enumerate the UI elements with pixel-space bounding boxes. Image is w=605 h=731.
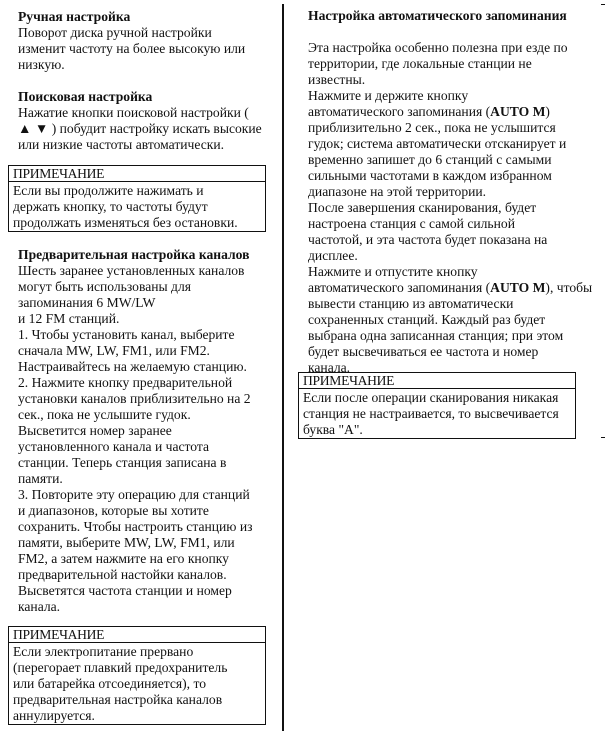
text-span: ), чтобы	[545, 280, 593, 295]
text-line: будет высвечиваться ее частота и номер	[308, 344, 539, 359]
note-body	[9, 643, 265, 724]
text-line: 2. Нажмите кнопку предварительной	[18, 375, 233, 390]
text-line: известны.	[308, 72, 366, 87]
section-title: Ручная настройка	[18, 9, 131, 24]
text-line	[308, 104, 604, 120]
text-line: ▲ ▼ ) побудит настройку искать высокие	[18, 121, 262, 136]
text-line: памяти.	[18, 471, 63, 486]
text-line	[308, 280, 604, 296]
auto-m-label: AUTO M	[490, 104, 546, 119]
text-line: сек., пока не услышите гудок.	[18, 407, 191, 422]
margin-mark	[601, 4, 605, 5]
text-line: установки каналов приблизительно на 2	[18, 391, 251, 406]
text-span: автоматического запоминания (	[308, 104, 491, 119]
section-title: Поисковая настройка	[18, 89, 153, 104]
note-box	[8, 626, 266, 725]
note-header: ПРИМЕЧАНИЕ	[9, 627, 265, 643]
text-line: буква "А".	[303, 422, 363, 437]
text-line: Если электропитание прервано	[13, 644, 194, 659]
note-box	[8, 165, 266, 232]
text-line: настроена станция с самой сильной	[308, 216, 515, 231]
text-span: автоматического запоминания (	[308, 280, 491, 295]
text-line: и диапазонов, которые вы хотите	[18, 503, 209, 518]
section-title: Предварительная настройка каналов	[18, 247, 250, 262]
text-line: вывести станцию из автоматически	[308, 296, 514, 311]
text-line: сохранить. Чтобы настроить станцию из	[18, 519, 253, 534]
note-header: ПРИМЕЧАНИЕ	[9, 166, 265, 182]
note-box	[298, 372, 576, 439]
text-line: Если вы продолжите нажимать и	[13, 183, 204, 198]
margin-mark	[601, 437, 605, 438]
text-line: Если после операции сканирования никакая	[303, 390, 559, 405]
text-line: выбрана одна записанная станция; при этом	[308, 328, 564, 343]
text-line: станции. Теперь станция записана в	[18, 455, 227, 470]
text-line: Поворот диска ручной настройки	[18, 25, 212, 40]
text-line: канала.	[18, 599, 61, 614]
text-line: низкую.	[18, 57, 65, 72]
text-line: диапазоне на этой территории.	[308, 184, 487, 199]
section-auto-memory	[308, 8, 604, 376]
text-line: частотой, и эта частота будет показана на	[308, 232, 548, 247]
text-line: 1. Чтобы установить канал, выберите	[18, 327, 235, 342]
column-divider	[282, 4, 284, 731]
text-line: аннулируется.	[13, 708, 95, 723]
text-line: памяти, выберите MW, LW, FM1, или	[18, 535, 235, 550]
text-line: Шесть заранее установленных каналов	[18, 263, 245, 278]
text-line: или батарейка отсоединяется), то	[13, 676, 207, 691]
text-line: После завершения сканирования, будет	[308, 200, 537, 215]
text-line: станция не настраивается, то высвечивается	[303, 406, 559, 421]
text-line: могут быть использованы для	[18, 279, 192, 294]
auto-m-label: AUTO M	[490, 280, 546, 295]
text-line: канала.	[308, 360, 351, 375]
text-line: приблизительно 2 сек., пока не услышится	[308, 120, 556, 135]
text-line: Нажмите и отпустите кнопку	[308, 264, 478, 279]
text-line: сильными частотами в каждом избранном	[308, 168, 552, 183]
text-line: изменит частоту на более высокую или	[18, 41, 246, 56]
text-line: Нажмите и держите кнопку	[308, 88, 469, 103]
text-line: Высветится номер заранее	[18, 423, 172, 438]
text-line: сначала MW, LW, FM1, или FM2.	[18, 343, 210, 358]
text-line: предварительная настройка каналов	[13, 692, 223, 707]
section-manual-tuning	[18, 9, 278, 73]
note-header: ПРИМЕЧАНИЕ	[299, 373, 575, 389]
text-line: территории, где локальные станции не	[308, 56, 532, 71]
text-line: установленного канала и частота	[18, 439, 210, 454]
section-preset	[18, 247, 280, 615]
text-span: )	[545, 104, 550, 119]
note-body	[299, 389, 575, 438]
text-line: продолжать изменяться без остановки.	[13, 215, 238, 230]
text-line: гудок; система автоматически отсканирует и	[308, 136, 567, 151]
text-line: дисплее.	[308, 248, 358, 263]
text-line: 3. Повторите эту операцию для станций	[18, 487, 250, 502]
text-line: (перегорает плавкий предохранитель	[13, 660, 228, 675]
text-line: FM2, а затем нажмите на его кнопку	[18, 551, 229, 566]
text-line: временно запишет до 6 станций с самыми	[308, 152, 552, 167]
text-line: или низкие частоты автоматически.	[18, 137, 225, 152]
section-seek-tuning	[18, 89, 280, 153]
text-line: сохраненных станций. Каждый раз будет	[308, 312, 546, 327]
text-line: запоминания 6 MW/LW	[18, 295, 156, 310]
note-body	[9, 182, 265, 231]
text-line: Настраивайтесь на желаемую станцию.	[18, 359, 247, 374]
text-line: и 12 FM станций.	[18, 311, 120, 326]
text-line: Высветятся частота станции и номер	[18, 583, 232, 598]
text-line: Эта настройка особенно полезна при езде по	[308, 40, 568, 55]
text-line: предварительной настойки каналов.	[18, 567, 227, 582]
text-line: Нажатие кнопки поисковой настройки (	[18, 105, 249, 120]
section-title: Настройка автоматического запоминания	[308, 8, 567, 23]
text-line: держать кнопку, то частоты будут	[13, 199, 208, 214]
